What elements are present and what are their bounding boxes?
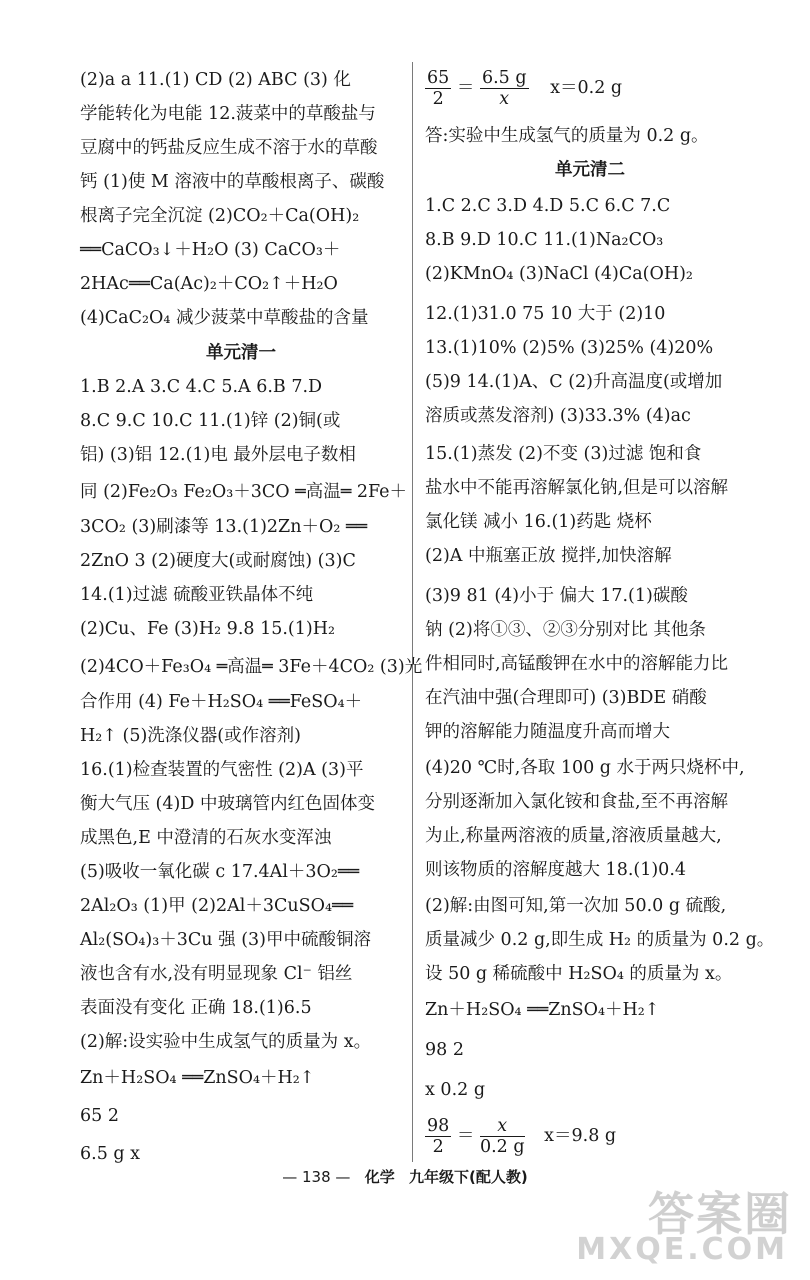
- text-line: (2)解:由图可知,第一次加 50.0 g 硫酸,: [425, 896, 727, 916]
- text-line: 2Al₂O₃ (1)甲 (2)2Al＋3CuSO₄══: [80, 896, 354, 916]
- text-line: 设 50 g 稀硫酸中 H₂SO₄ 的质量为 x。: [425, 964, 733, 984]
- text-line: H₂↑ (5)洗涤仪器(或作溶剂): [80, 726, 301, 746]
- text-line: (3)9 81 (4)小于 偏大 17.(1)碳酸: [425, 586, 688, 606]
- fraction-equation: $\frac{98}{2}$ ＝ $\frac{x}{0.2 g}$ x＝9.8 g: [427, 1116, 617, 1157]
- text-line: 学能转化为电能 12.菠菜中的草酸盐与: [80, 104, 376, 124]
- text-line: 表面没有变化 正确 18.(1)6.5: [80, 998, 312, 1018]
- equation-line: x 0.2 g: [425, 1080, 486, 1100]
- text-line: 12.(1)31.0 75 10 大于 (2)10: [425, 304, 666, 324]
- fraction: $\frac{x}{0.2 g}$: [479, 1116, 525, 1157]
- text-line: 豆腐中的钙盐反应生成不溶于水的草酸: [80, 138, 378, 158]
- text-line: 钠 (2)将①③、②③分别对比 其他条: [425, 620, 706, 640]
- text-line: 同 (2)Fe₂O₃ Fe₂O₃＋3CO ═高温═ 2Fe＋: [80, 482, 407, 502]
- page-number: — 138 —: [282, 1168, 351, 1186]
- fraction: $\frac{6.5 g}{x}$: [481, 68, 527, 109]
- text-line: 在汽油中强(合理即可) (3)BDE 硝酸: [425, 688, 707, 708]
- text-line: 分别逐渐加入氯化铵和食盐,至不再溶解: [425, 792, 729, 812]
- fraction-equation: $\frac{65}{2}$ ＝ $\frac{6.5 g}{x}$ x＝0.2 g: [427, 68, 623, 109]
- text-line: 成黑色,E 中澄清的石灰水变浑浊: [80, 828, 332, 848]
- equation-line: 98 2: [425, 1040, 464, 1060]
- answer-line: 答:实验中生成氢气的质量为 0.2 g。: [425, 126, 709, 146]
- text-line: 8.C 9.C 10.C 11.(1)锌 (2)铜(或: [80, 411, 341, 431]
- text-line: 氯化镁 减小 16.(1)药匙 烧杯: [425, 512, 652, 532]
- text-line: 14.(1)过滤 硫酸亚铁晶体不纯: [80, 585, 314, 605]
- equation-line: Zn＋H₂SO₄ ══ZnSO₄＋H₂↑: [80, 1068, 315, 1088]
- text-line: Al₂(SO₄)₃＋3Cu 强 (3)甲中硫酸铜溶: [80, 930, 371, 950]
- text-line: (5)9 14.(1)A、C (2)升高温度(或增加: [425, 372, 723, 392]
- text-line: (5)吸收一氧化碳 c 17.4Al＋3O₂══: [80, 862, 359, 882]
- text-line: 13.(1)10% (2)5% (3)25% (4)20%: [425, 338, 714, 358]
- section-title: 单元清二: [555, 160, 625, 180]
- text-line: 衡大气压 (4)D 中玻璃管内红色固体变: [80, 794, 375, 814]
- section-title: 单元清一: [206, 343, 276, 363]
- text-line: 铝) (3)铝 12.(1)电 最外层电子数相: [80, 445, 356, 465]
- text-line: (2)KMnO₄ (3)NaCl (4)Ca(OH)₂: [425, 264, 693, 284]
- text-line: 溶质或蒸发溶剂) (3)33.3% (4)ac: [425, 406, 691, 426]
- text-line: 3CO₂ (3)刷漆等 13.(1)2Zn＋O₂ ══: [80, 517, 367, 537]
- grade-label: 九年级下(配人教): [409, 1168, 528, 1186]
- text-line: 16.(1)检查装置的气密性 (2)A (3)平: [80, 760, 364, 780]
- text-line: (2)4CO＋Fe₃O₄ ═高温═ 3Fe＋4CO₂ (3)光: [80, 657, 423, 677]
- subject-label: 化学: [364, 1168, 395, 1186]
- text-line: 钙 (1)使 M 溶液中的草酸根离子、碳酸: [80, 172, 385, 192]
- text-line: 2HAc══Ca(Ac)₂＋CO₂↑＋H₂O: [80, 274, 338, 294]
- equation-line: 6.5 g x: [80, 1144, 141, 1164]
- text-line: ══CaCO₃↓＋H₂O (3) CaCO₃＋: [80, 240, 341, 260]
- watermark-logo: [576, 1174, 800, 1274]
- text-line: 质量减少 0.2 g,即生成 H₂ 的质量为 0.2 g。: [425, 930, 775, 950]
- fraction: $\frac{65}{2}$: [427, 68, 450, 109]
- equation-line: Zn＋H₂SO₄ ══ZnSO₄＋H₂↑: [425, 1000, 660, 1020]
- text-line: 2ZnO 3 (2)硬度大(或耐腐蚀) (3)C: [80, 551, 356, 571]
- text-line: 液也含有水,没有明显现象 Cl⁻ 铝丝: [80, 964, 353, 984]
- text-line: 15.(1)蒸发 (2)不变 (3)过滤 饱和食: [425, 444, 702, 464]
- fraction: $\frac{98}{2}$: [427, 1116, 450, 1157]
- text-line: (2)解:设实验中生成氢气的质量为 x。: [80, 1032, 372, 1052]
- text-line: 根离子完全沉淀 (2)CO₂＋Ca(OH)₂: [80, 206, 360, 226]
- text-line: (2)a a 11.(1) CD (2) ABC (3) 化: [80, 70, 351, 90]
- equation-line: 65 2: [80, 1106, 119, 1126]
- text-line: (2)Cu、Fe (3)H₂ 9.8 15.(1)H₂: [80, 619, 335, 639]
- text-line: 钾的溶解能力随温度升高而增大: [425, 722, 670, 742]
- text-line: 为止,称量两溶液的质量,溶液质量越大,: [425, 826, 722, 846]
- text-line: 件相同时,高锰酸钾在水中的溶解能力比: [425, 654, 729, 674]
- watermark-en: MXQE.COM: [576, 1232, 788, 1267]
- text-line: 则该物质的溶解度越大 18.(1)0.4: [425, 860, 687, 880]
- watermark-cn: 答案圈: [648, 1187, 792, 1241]
- column-divider: [412, 62, 413, 1162]
- text-line: 1.B 2.A 3.C 4.C 5.A 6.B 7.D: [80, 377, 323, 397]
- text-line: (4)CaC₂O₄ 减少菠菜中草酸盐的含量: [80, 308, 369, 328]
- text-line: 8.B 9.D 10.C 11.(1)Na₂CO₃: [425, 230, 664, 250]
- text-line: (2)A 中瓶塞正放 搅拌,加快溶解: [425, 546, 672, 566]
- text-line: 盐水中不能再溶解氯化钠,但是可以溶解: [425, 478, 729, 498]
- text-line: (4)20 ℃时,各取 100 g 水于两只烧杯中,: [425, 758, 745, 778]
- text-line: 1.C 2.C 3.D 4.D 5.C 6.C 7.C: [425, 196, 671, 216]
- text-line: 合作用 (4) Fe＋H₂SO₄ ══FeSO₄＋: [80, 692, 363, 712]
